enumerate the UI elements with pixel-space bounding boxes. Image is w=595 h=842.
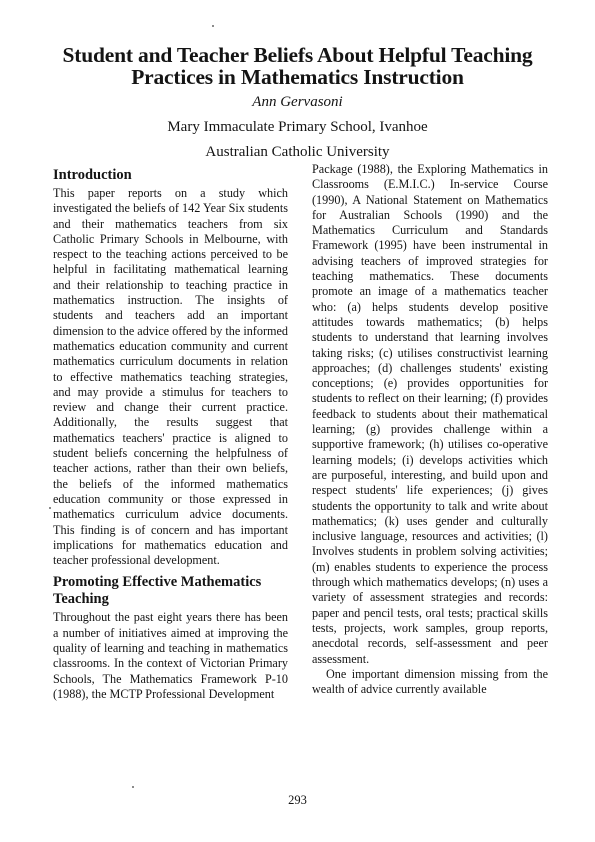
scan-speck <box>132 786 134 788</box>
introduction-paragraph: This paper reports on a study which investigated the beliefs of 142 Year Six students and their mathematics teachers from six Catholic Primary Schools in Melbourne, with respect to the teaching actions perceived to be helpful in facilitating mathematical learning and their relationship to teaching practice in mathematics instruction. The insights of students and teachers add an important dimension to the advice offered by the informed mathematics education community and current mathematics curriculum documents in relation to effective mathematics teaching strategies, and may provide a stimulus for teachers to review and change their current practice. Additionally, the results suggest that mathematics teachers' practice is aligned to student beliefs concerning the helpfulness of teacher actions, rather than their own beliefs, the beliefs of the informed mathematics education community or those expressed in mathematics curriculum advice documents. This finding is of concern and has important implications for mathematics education and teacher professional development. <box>53 186 288 568</box>
missing-dimension-paragraph: One important dimension missing from the wealth of advice currently available <box>312 666 548 697</box>
promoting-heading: Promoting Effective Mathematics Teaching <box>53 574 262 608</box>
promoting-paragraph-start: Throughout the past eight years there has been a number of initiatives aimed at improving the quality of learning and teaching in mathematics classrooms. In the context of Victorian Primary Schools, The Mathematics Framework P-10 (1988), the MCTP Professional Development <box>53 610 288 701</box>
right-column <box>312 162 548 697</box>
promoting-paragraph-continued: Package (1988), the Exploring Mathematics in Classrooms (E.M.I.C.) In-service Course (1990), A National Statement on Mathematics for Australian Schools (1990) and the Mathematics Curriculum and Standards Framework (1995) have been instrumental in advising teachers of improved strategies for teaching mathematics. These documents promote an image of a mathematics teacher who: (a) helps students develop positive attitudes towards mathematics; (b) helps students to understand that learning involves taking risks; (c) utilises constructivist learning approaches; (d) challenges students' existing conceptions; (e) provides opportunities for students to reflect on their learning; (f) provides feedback to students about their mathematical learning; (g) provides challenge within a supportive framework; (h) utilises co-operative learning models; (i) develops activities which are purposeful, interesting, and build upon and respect students' life experiences; (j) gives students the opportunity to talk and write about mathematics; (k) uses gender and culturally inclusive language, resources and activities; (l) Involves students in problem solving activities; (m) enables students to experience the process through which mathematics develops; (n) uses a variety of assessment strategies and records: paper and pencil tests, oral tests; practical skills tests, projects, work samples, group reports, anecdotal records, self-assessment and peer assessment. <box>312 162 548 666</box>
introduction-heading: Introduction <box>53 167 132 183</box>
affiliation-university: Australian Catholic University <box>205 144 390 160</box>
paper-title: Student and Teacher Beliefs About Helpful Teaching Practices in Mathematics Instruction <box>62 43 533 89</box>
scan-speck <box>49 507 51 509</box>
page-number: 293 <box>288 793 307 807</box>
affiliation-school: Mary Immaculate Primary School, Ivanhoe <box>167 119 428 135</box>
left-column <box>53 164 288 702</box>
scan-speck <box>212 25 214 27</box>
author-name: Ann Gervasoni <box>252 94 343 110</box>
